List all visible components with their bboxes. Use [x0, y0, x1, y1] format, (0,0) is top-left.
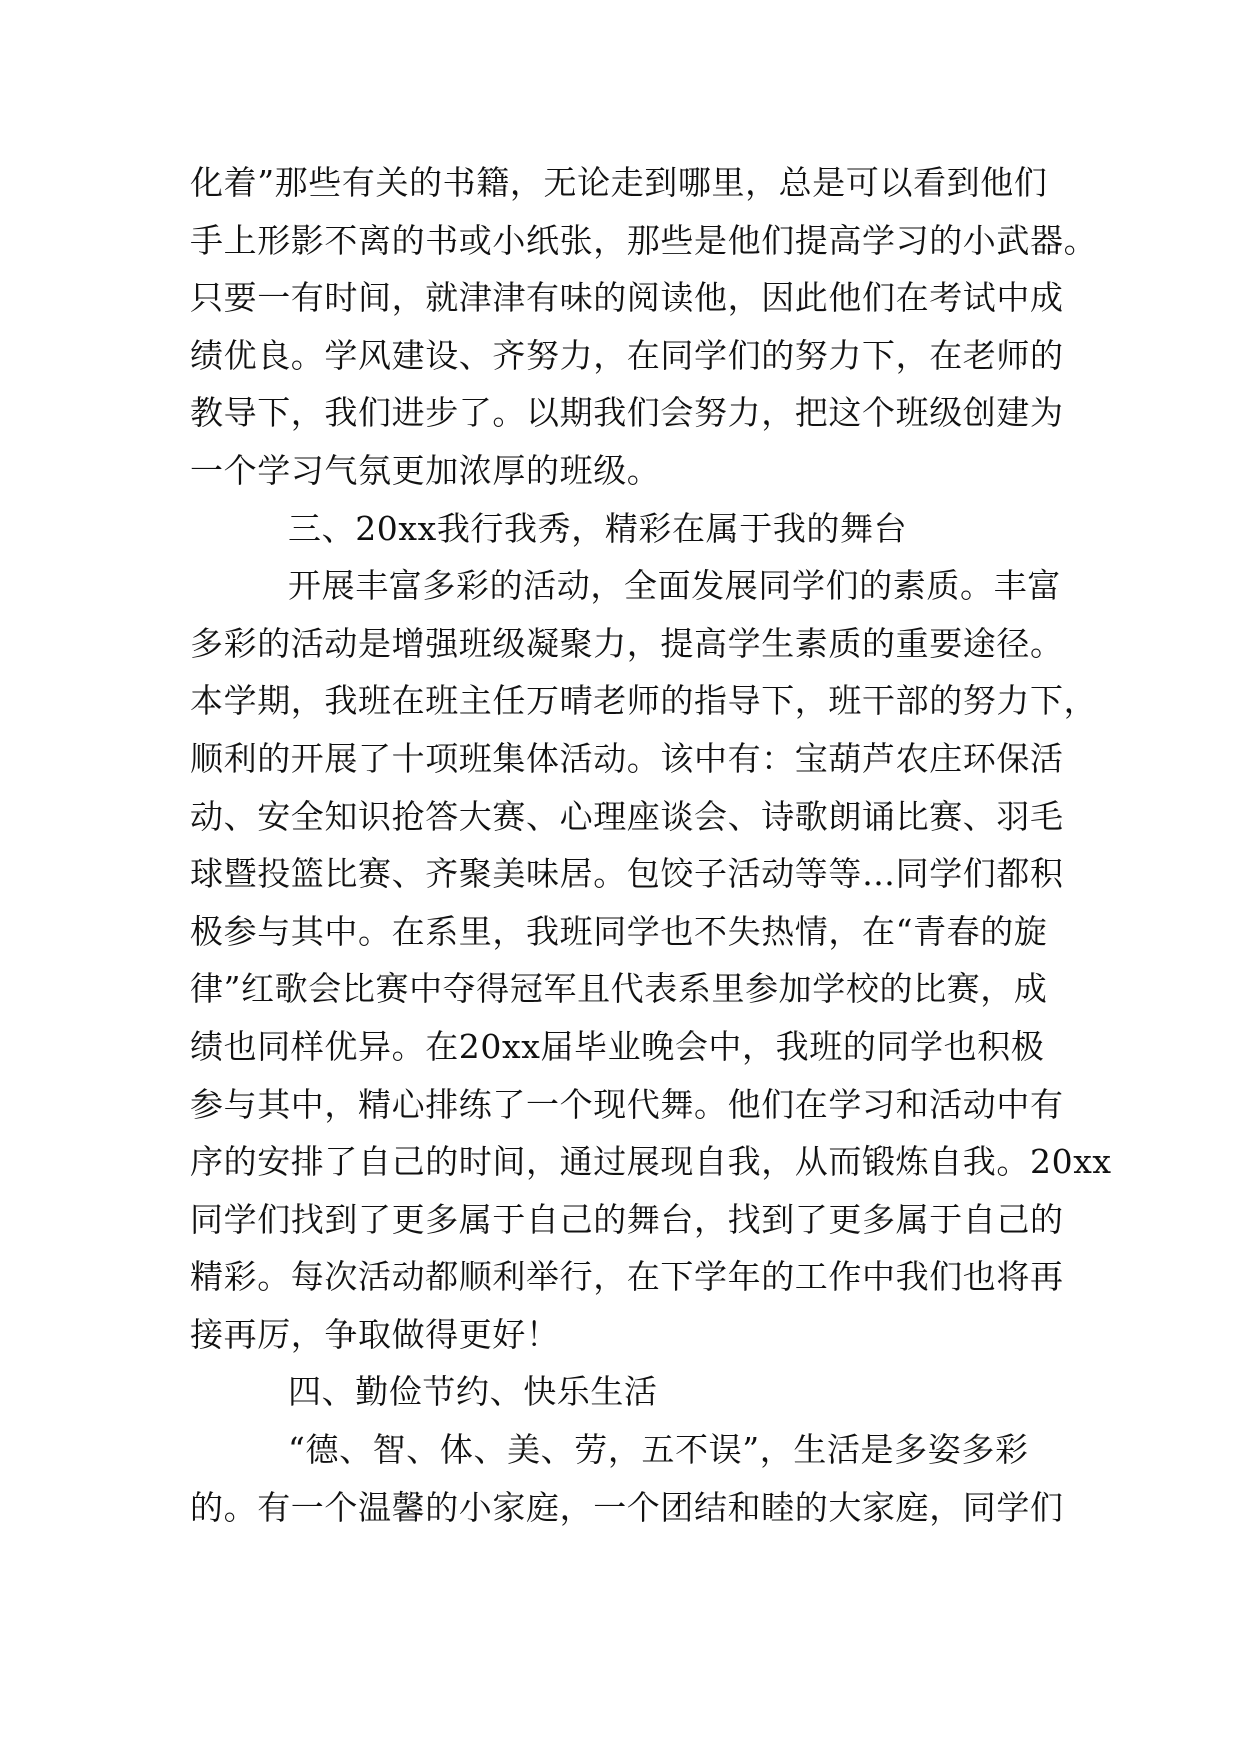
text-line: 本学期，我班在班主任万晴老师的指导下，班干部的努力下， [190, 681, 1098, 721]
text-line: 同学们找到了更多属于自己的舞台，找到了更多属于自己的 [190, 1199, 1064, 1239]
paragraph-start: “德、智、体、美、劳，五不误”，生活是多姿多彩 [288, 1430, 1029, 1470]
text-line: 律”红歌会比赛中夺得冠军且代表系里参加学校的比赛，成 [190, 969, 1048, 1009]
text-line: 绩优良。学风建设、齐努力，在同学们的努力下，在老师的 [190, 335, 1064, 375]
text-line: 教导下，我们进步了。以期我们会努力，把这个班级创建为 [190, 393, 1064, 433]
text-line: 极参与其中。在系里，我班同学也不失热情，在“青春的旋 [190, 911, 1048, 951]
text-line: 多彩的活动是增强班级凝聚力，提高学生素质的重要途径。 [190, 623, 1064, 663]
body-text [190, 154, 1112, 1536]
text-line: 只要一有时间，就津津有味的阅读他，因此他们在考试中成 [190, 278, 1064, 318]
text-line: 化着”那些有关的书籍，无论走到哪里，总是可以看到他们 [190, 163, 1048, 202]
text-line: 参与其中，精心排练了一个现代舞。他们在学习和活动中有 [190, 1084, 1064, 1124]
text-line: 一个学习气氛更加浓厚的班级。 [190, 450, 661, 490]
section-heading-4: 四、勤俭节约、快乐生活 [288, 1372, 658, 1412]
text-line: 顺利的开展了十项班集体活动。该中有：宝葫芦农庄环保活 [190, 738, 1064, 778]
section-heading-3: 三、20xx我行我秀，精彩在属于我的舞台 [288, 508, 908, 548]
text-line: 手上形影不离的书或小纸张，那些是他们提高学习的小武器。 [190, 220, 1098, 260]
text-line: 接再厉，争取做得更好！ [190, 1314, 560, 1354]
text-line: 序的安排了自己的时间，通过展现自我，从而锻炼自我。20xx [190, 1142, 1112, 1182]
text-line: 精彩。每次活动都顺利举行，在下学年的工作中我们也将再 [190, 1257, 1064, 1297]
text-line: 动、安全知识抢答大赛、心理座谈会、诗歌朗诵比赛、羽毛 [190, 796, 1064, 836]
text-line: 的。有一个温馨的小家庭，一个团结和睦的大家庭，同学们 [190, 1487, 1064, 1527]
paragraph-start: 开展丰富多彩的活动，全面发展同学们的素质。丰富 [288, 566, 1061, 606]
text-line: 绩也同样优异。在20xx届毕业晚会中，我班的同学也积极 [190, 1026, 1045, 1066]
text-line: 球暨投篮比赛、齐聚美味居。包饺子活动等等…同学们都积 [190, 854, 1064, 894]
